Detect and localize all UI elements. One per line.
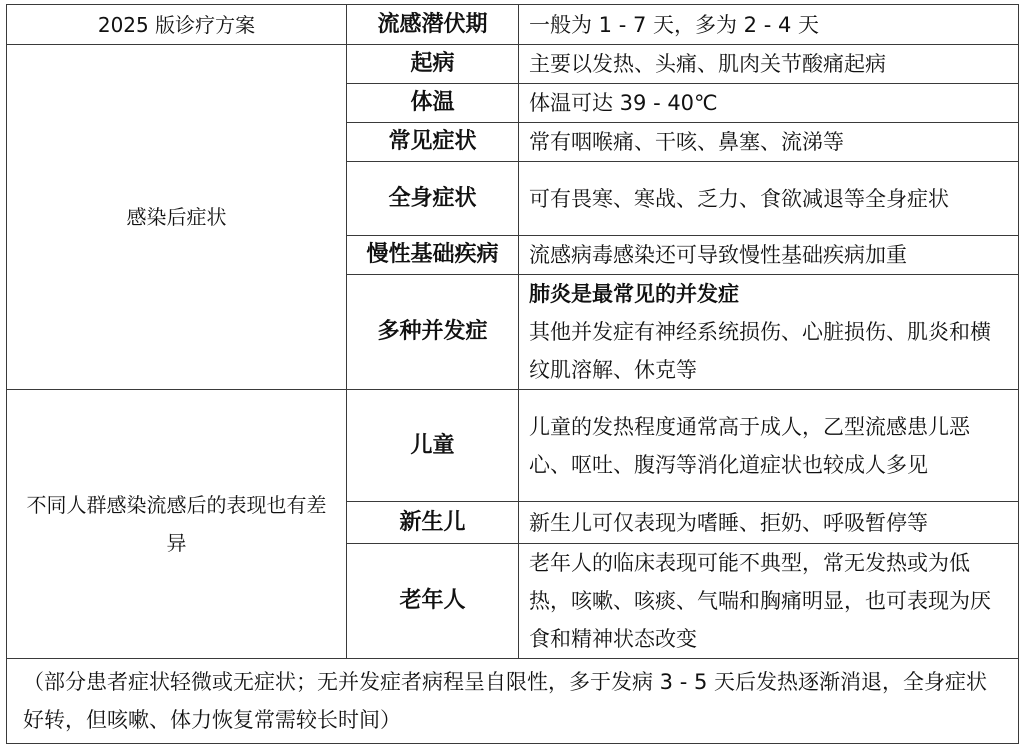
row-value: 可有畏寒、寒战、乏力、食欲减退等全身症状: [519, 162, 1019, 236]
section-title-groups: 不同人群感染流感后的表现也有差异: [7, 390, 347, 659]
row-label: 多种并发症: [347, 275, 519, 390]
row-label: 新生儿: [347, 502, 519, 544]
row-label: 儿童: [347, 390, 519, 502]
row-value: 常有咽喉痛、干咳、鼻塞、流涕等: [519, 123, 1019, 162]
table-row: [7, 5, 1019, 45]
row-label: 体温: [347, 84, 519, 123]
flu-symptoms-table: [6, 4, 1019, 744]
row-value: 老年人的临床表现可能不典型，常无发热或为低热，咳嗽、咳痰、气喘和胸痛明显，也可表现为厌食和精神状态改变: [519, 544, 1019, 659]
row-label: 全身症状: [347, 162, 519, 236]
incubation-label: 流感潜伏期: [347, 5, 519, 45]
version-cell: 2025 版诊疗方案: [7, 5, 347, 45]
row-value: [519, 275, 1019, 390]
row-value: 流感病毒感染还可导致慢性基础疾病加重: [519, 236, 1019, 275]
table-row: [7, 45, 1019, 84]
row-value: 新生儿可仅表现为嗜睡、拒奶、呼吸暂停等: [519, 502, 1019, 544]
section-title-symptoms: 感染后症状: [7, 45, 347, 390]
complication-detail: 其他并发症有神经系统损伤、心脏损伤、肌炎和横纹肌溶解、休克等: [529, 320, 991, 382]
table-row: [7, 659, 1019, 744]
footnote: （部分患者症状轻微或无症状；无并发症者病程呈自限性，多于发病 3 - 5 天后发热逐渐消退，全身症状好转，但咳嗽、体力恢复常需较长时间）: [7, 659, 1019, 744]
table-row: [7, 390, 1019, 502]
row-label: 老年人: [347, 544, 519, 659]
incubation-value: 一般为 1 - 7 天，多为 2 - 4 天: [519, 5, 1019, 45]
row-label: 慢性基础疾病: [347, 236, 519, 275]
row-label: 常见症状: [347, 123, 519, 162]
row-value: 儿童的发热程度通常高于成人，乙型流感患儿恶心、呕吐、腹泻等消化道症状也较成人多见: [519, 390, 1019, 502]
complication-highlight: 肺炎是最常见的并发症: [529, 282, 739, 306]
row-label: 起病: [347, 45, 519, 84]
row-value: 主要以发热、头痛、肌肉关节酸痛起病: [519, 45, 1019, 84]
row-value: 体温可达 39 - 40℃: [519, 84, 1019, 123]
